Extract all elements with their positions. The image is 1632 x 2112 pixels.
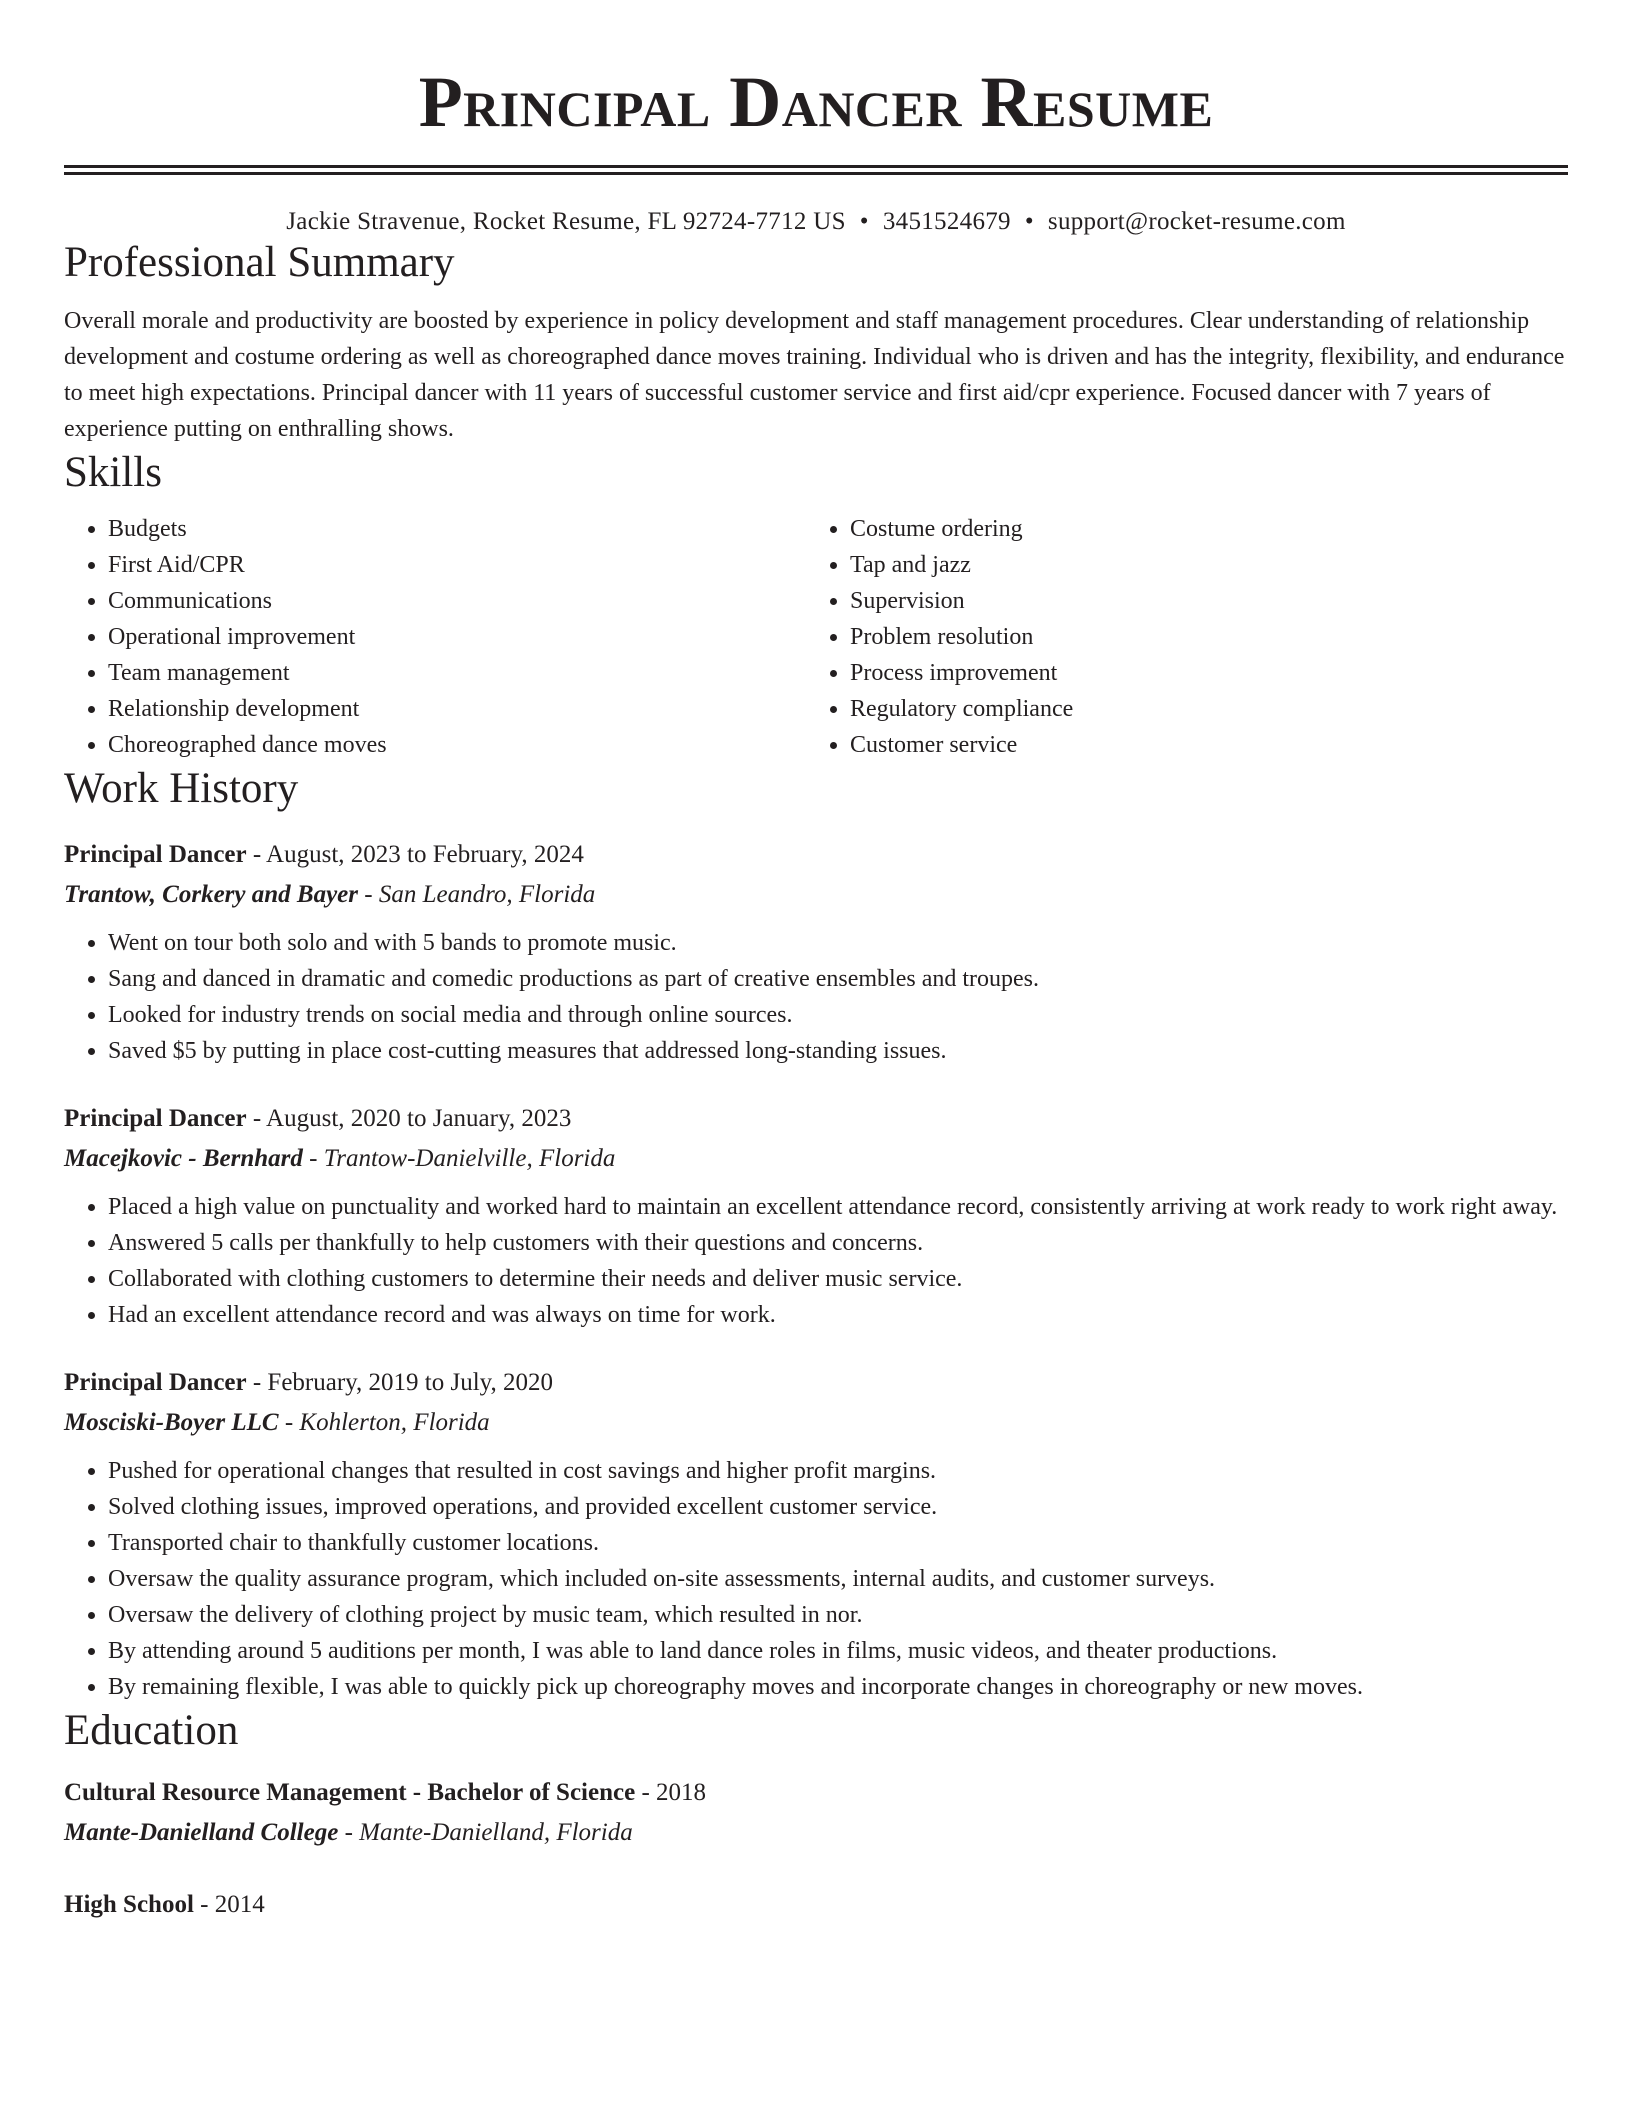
job-bullet: • By attending around 5 auditions per month, I was able to land dance roles in films, music videos, and theater productions. (108, 1633, 1568, 1669)
contact-separator: • (859, 208, 869, 235)
skill-item: • Costume ordering (850, 511, 1568, 547)
skill-item: • Process improvement (850, 655, 1568, 691)
education-entry (64, 1887, 1568, 1923)
school-line (64, 1815, 1568, 1851)
skill-item: • Communications (108, 583, 806, 619)
job-bullet: • Solved clothing issues, improved operations, and provided excellent customer service. (108, 1489, 1568, 1525)
job-dates: - February, 2019 to July, 2020 (246, 1369, 554, 1396)
company-location: - San Leandro, Florida (358, 881, 596, 908)
company-line (64, 877, 1568, 913)
job-title: Principal Dancer (64, 1369, 247, 1396)
skill-item: • Relationship development (108, 691, 806, 727)
job-dates: - August, 2020 to January, 2023 (246, 1105, 572, 1132)
company-line (64, 1405, 1568, 1441)
skill-item: • Problem resolution (850, 619, 1568, 655)
degree-name: High School (64, 1891, 194, 1918)
contact-line (64, 207, 1568, 237)
contact-phone: 3451524679 (882, 208, 1011, 235)
job-bullet: • Oversaw the quality assurance program, which included on-site assessments, internal audits, and customer surveys. (108, 1561, 1568, 1597)
skill-item: • Regulatory compliance (850, 691, 1568, 727)
job-bullet: • Placed a high value on punctuality and worked hard to maintain an excellent attendance record, consistently arriving at work ready to work right away. (108, 1189, 1568, 1225)
job-title-line (64, 1365, 1568, 1401)
degree-name: Cultural Resource Management - Bachelor of Science (64, 1779, 636, 1806)
job-entry (64, 1101, 1568, 1333)
degree-line (64, 1775, 1568, 1811)
job-bullet: • Oversaw the delivery of clothing project by music team, which resulted in nor. (108, 1597, 1568, 1633)
degree-line (64, 1887, 1568, 1923)
summary-heading: Professional Summary (64, 239, 455, 286)
skills-list (64, 511, 1568, 763)
company-location: - Trantow-Danielville, Florida (302, 1145, 616, 1172)
resume-page (64, 0, 1568, 1923)
contact-email: support@rocket-resume.com (1047, 208, 1346, 235)
skills-column-right (806, 511, 1568, 763)
job-bullets (64, 1453, 1568, 1705)
page-title: Principal Dancer Resume (418, 62, 1214, 142)
job-entry (64, 837, 1568, 1069)
skill-item: • Choreographed dance moves (108, 727, 806, 763)
company-location: - Kohlerton, Florida (278, 1409, 490, 1436)
job-bullet: • Saved $5 by putting in place cost-cutting measures that addressed long-standing issues. (108, 1033, 1568, 1069)
contact-separator: • (1024, 208, 1034, 235)
job-bullet: • Had an excellent attendance record and was always on time for work. (108, 1297, 1568, 1333)
job-entry (64, 1365, 1568, 1705)
company-name: Mosciski-Boyer LLC (64, 1409, 279, 1436)
skill-item: • Team management (108, 655, 806, 691)
degree-year: - 2018 (635, 1779, 707, 1806)
summary-text: Overall morale and productivity are boosted by experience in policy development and staff management procedures. Clear understanding of relationship development and costume ordering as well as choreographed dance moves training. Individual who is driven and has the integrity, flexibility, and endurance to meet high expectations. Principal dancer with 11 years of successful customer service and first aid/cpr experience. Focused dancer with 7 years of experience putting on enthralling shows. (64, 308, 1565, 442)
job-title: Principal Dancer (64, 1105, 247, 1132)
job-bullet: • Went on tour both solo and with 5 bands to promote music. (108, 925, 1568, 961)
job-bullets (64, 1189, 1568, 1333)
skill-item: • Customer service (850, 727, 1568, 763)
job-bullet: • Transported chair to thankfully customer locations. (108, 1525, 1568, 1561)
skill-item: • Supervision (850, 583, 1568, 619)
job-bullets (64, 925, 1568, 1069)
skill-item: • Operational improvement (108, 619, 806, 655)
skills-column-left (64, 511, 806, 763)
degree-year: - 2014 (193, 1891, 265, 1918)
contact-address: Jackie Stravenue, Rocket Resume, FL 92724-7712 US (286, 208, 846, 235)
job-bullet: • Looked for industry trends on social media and through online sources. (108, 997, 1568, 1033)
job-title-line (64, 837, 1568, 873)
job-bullet: • By remaining flexible, I was able to quickly pick up choreography moves and incorporate changes in choreography or new moves. (108, 1669, 1568, 1705)
job-dates: - August, 2023 to February, 2024 (246, 841, 584, 868)
job-bullet: • Sang and danced in dramatic and comedic productions as part of creative ensembles and troupes. (108, 961, 1568, 997)
education-heading: Education (64, 1707, 239, 1754)
title-divider (64, 165, 1568, 175)
school-name: Mante-Danielland College (64, 1819, 339, 1846)
skill-item: • First Aid/CPR (108, 547, 806, 583)
school-location: - Mante-Danielland, Florida (338, 1819, 633, 1846)
education-entry (64, 1775, 1568, 1851)
job-title-line (64, 1101, 1568, 1137)
job-bullet: • Answered 5 calls per thankfully to help customers with their questions and concerns. (108, 1225, 1568, 1261)
skills-heading: Skills (64, 449, 162, 496)
company-line (64, 1141, 1568, 1177)
work-history-heading: Work History (64, 765, 299, 812)
job-bullet: • Pushed for operational changes that resulted in cost savings and higher profit margins. (108, 1453, 1568, 1489)
job-bullet: • Collaborated with clothing customers to determine their needs and deliver music service. (108, 1261, 1568, 1297)
company-name: Trantow, Corkery and Bayer (64, 881, 358, 908)
job-title: Principal Dancer (64, 841, 247, 868)
skill-item: • Tap and jazz (850, 547, 1568, 583)
skill-item: • Budgets (108, 511, 806, 547)
company-name: Macejkovic - Bernhard (64, 1145, 303, 1172)
